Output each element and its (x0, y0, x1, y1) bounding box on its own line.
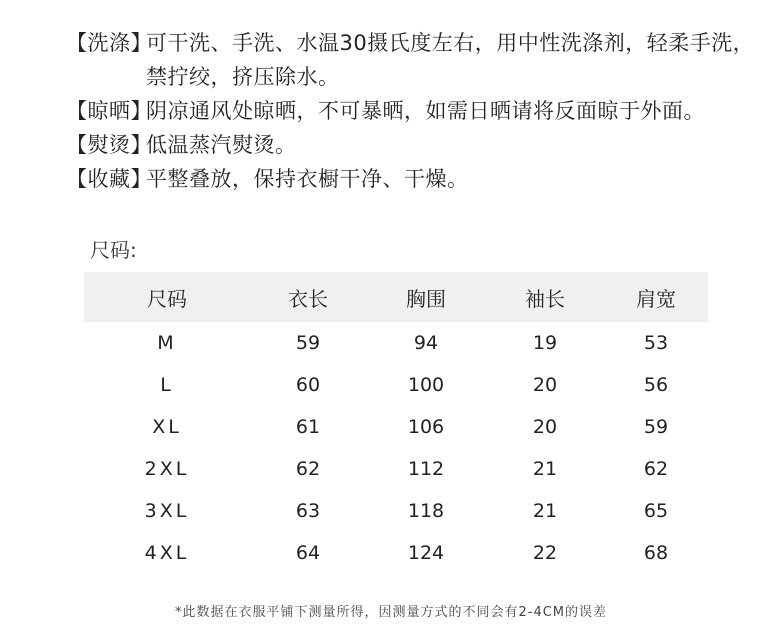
header-shoulder: 肩宽 (636, 286, 676, 311)
care-instructions (66, 26, 756, 196)
cell-shoulder: 65 (643, 500, 669, 522)
cell-size: 3XL (144, 500, 190, 522)
care-text: 可干洗、手洗、水温30摄氏度左右，用中性洗涤剂，轻柔手洗，禁拧绞，挤压除水。 (146, 31, 755, 89)
care-label: 【晾晒】 (66, 99, 152, 123)
cell-length: 59 (295, 332, 321, 354)
table-row (84, 532, 708, 574)
cell-size: M (157, 332, 177, 354)
care-row-ironing (66, 128, 756, 162)
table-row (84, 364, 708, 406)
size-heading: 尺码: (90, 238, 137, 262)
cell-shoulder: 62 (643, 458, 669, 480)
cell-sleeve: 21 (532, 458, 558, 480)
cell-sleeve: 20 (532, 374, 558, 396)
cell-size: L (160, 374, 174, 396)
cell-length: 63 (295, 500, 321, 522)
cell-length: 60 (295, 374, 321, 396)
cell-chest: 124 (407, 542, 445, 564)
care-label: 【收藏】 (66, 167, 152, 191)
cell-sleeve: 21 (532, 500, 558, 522)
table-row (84, 406, 708, 448)
cell-shoulder: 56 (643, 374, 669, 396)
size-table (84, 272, 708, 574)
cell-shoulder: 53 (643, 332, 669, 354)
cell-chest: 112 (407, 458, 445, 480)
cell-chest: 106 (407, 416, 445, 438)
header-chest: 胸围 (406, 286, 446, 311)
care-row-washing (66, 26, 756, 94)
header-sleeve: 袖长 (525, 286, 565, 311)
cell-size: XL (152, 416, 182, 438)
cell-sleeve: 19 (532, 332, 558, 354)
table-row (84, 322, 708, 364)
cell-shoulder: 68 (643, 542, 669, 564)
cell-length: 61 (295, 416, 321, 438)
care-row-drying (66, 94, 756, 128)
care-row-storage (66, 162, 756, 196)
cell-size: 2XL (144, 458, 190, 480)
care-text: 低温蒸汽熨烫。 (146, 133, 297, 157)
cell-shoulder: 59 (643, 416, 669, 438)
cell-sleeve: 22 (532, 542, 558, 564)
cell-chest: 100 (407, 374, 445, 396)
care-text: 阴凉通风处晾晒，不可暴晒，如需日晒请将反面晾于外面。 (146, 99, 705, 123)
header-length: 衣长 (288, 286, 328, 311)
care-text: 平整叠放，保持衣橱干净、干燥。 (146, 167, 469, 191)
table-header (84, 272, 708, 322)
care-label: 【洗涤】 (66, 31, 152, 55)
cell-chest: 118 (407, 500, 445, 522)
table-row (84, 490, 708, 532)
header-size: 尺码 (147, 286, 187, 311)
cell-size: 4XL (144, 542, 190, 564)
cell-sleeve: 20 (532, 416, 558, 438)
table-row (84, 448, 708, 490)
cell-length: 62 (295, 458, 321, 480)
cell-length: 64 (295, 542, 321, 564)
measurement-note: *此数据在衣服平铺下测量所得，因测量方式的不同会有2-4CM的误差 (174, 605, 608, 620)
care-label: 【熨烫】 (66, 133, 152, 157)
cell-chest: 94 (413, 332, 439, 354)
